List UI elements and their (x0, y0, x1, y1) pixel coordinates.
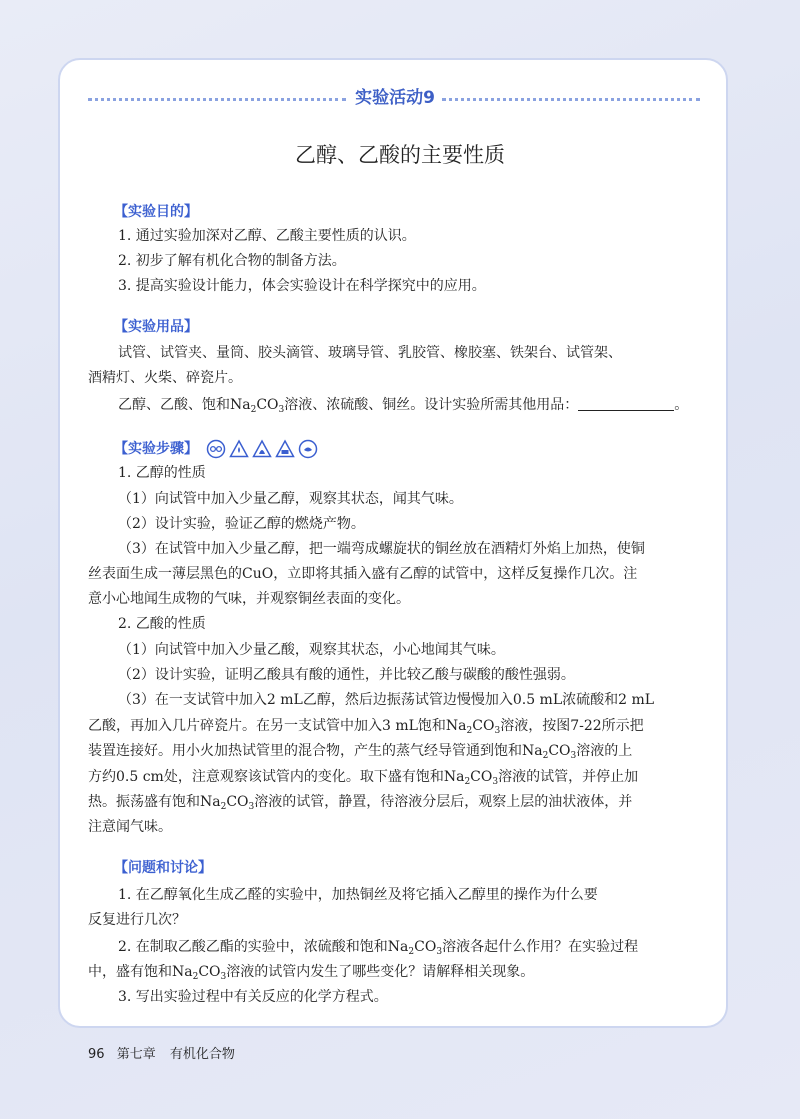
step-item-cont: 热。振荡盛有饱和$Na_2CO_3$溶液的试管，静置，待溶液分层后，观察上层的油状液体，并 (88, 794, 633, 812)
step-item-cont: 丝表面生成一薄层黑色的CuO，立即将其插入盛有乙醇的试管中，这样反复操作几次。注 (88, 566, 638, 582)
step-heading: 1. 乙醇的性质 (118, 465, 206, 481)
section-materials: 【实验用品】 (114, 319, 198, 335)
step-item-cont: 意小心地闻生成物的气味，并观察铜丝表面的变化。 (88, 591, 410, 607)
step-item-cont: 注意闻气味。 (88, 819, 172, 835)
reagents-line: 乙醇、乙酸、饱和$Na_2CO_3$溶液、浓硫酸、铜丝。设计实验所需其他用品： 。 (118, 397, 689, 415)
step-item: （3）在一支试管中加入2 mL乙醇，然后边振荡试管边慢慢加入0.5 mL浓硫酸和2 mL (118, 692, 655, 708)
step-item: （1）向试管中加入少量乙醇，观察其状态，闻其气味。 (118, 491, 463, 507)
materials-line: 酒精灯、火柴、碎瓷片。 (88, 370, 242, 386)
dotted-rule-left (88, 98, 346, 101)
question-item-cont: 中，盛有饱和$Na_2CO_3$溶液的试管内发生了哪些变化？请解释相关现象。 (88, 964, 535, 982)
chapter-title: 有机化合物 (169, 1047, 235, 1062)
purpose-item: 1. 通过实验加深对乙醇、乙酸主要性质的认识。 (118, 228, 416, 244)
question-item-cont: 反复进行几次？ (88, 912, 186, 928)
purpose-item: 2. 初步了解有机化合物的制备方法。 (118, 253, 346, 269)
materials-line: 试管、试管夹、量筒、胶头滴管、玻璃导管、乳胶管、橡胶塞、铁架台、试管架、 (118, 345, 622, 361)
section-steps: 【实验步骤】 (114, 438, 318, 460)
step-item: （2）设计实验，证明乙酸具有酸的通性，并比较乙酸与碳酸的酸性强弱。 (118, 667, 575, 683)
heat-warning-icon (229, 439, 249, 459)
step-item-cont: 乙酸，再加入几片碎瓷片。在另一支试管中加入3 mL饱和$Na_2CO_3$溶液，按图7-22所示把 (88, 718, 644, 736)
step-item-cont: 方约0.5 cm处，注意观察该试管内的变化。取下盛有饱和$Na_2CO_3$溶液的试管，并停止加 (88, 769, 639, 787)
step-item: （3）在试管中加入少量乙醇，把一端弯成螺旋状的铜丝放在酒精灯外焰上加热，使铜 (118, 541, 645, 557)
flame-warning-icon (252, 439, 272, 459)
activity-header (88, 88, 700, 108)
step-heading: 2. 乙酸的性质 (118, 616, 206, 632)
page-footer (88, 1046, 235, 1064)
purpose-item: 3. 提高实验设计能力，体会实验设计在科学探究中的应用。 (118, 278, 486, 294)
wash-hands-icon (298, 439, 318, 459)
activity-label: 实验活动9 (355, 88, 435, 108)
section-purpose: 【实验目的】 (114, 204, 198, 220)
goggles-icon (206, 439, 226, 459)
question-item: 3. 写出实验过程中有关反应的化学方程式。 (118, 989, 388, 1005)
page-title: 乙醇、乙酸的主要性质 (295, 143, 505, 167)
corrosive-warning-icon (275, 439, 295, 459)
step-item: （1）向试管中加入少量乙酸，观察其状态，小心地闻其气味。 (118, 642, 505, 658)
step-item: （2）设计实验，验证乙醇的燃烧产物。 (118, 516, 365, 532)
fill-in-blank (578, 396, 674, 411)
dotted-rule-right (442, 98, 700, 101)
section-discussion: 【问题和讨论】 (114, 860, 212, 876)
question-item: 1. 在乙醇氧化生成乙醛的实验中，加热铜丝及将它插入乙醇里的操作为什么要 (118, 887, 598, 903)
chapter-label: 第七章 (116, 1047, 156, 1062)
safety-icons (206, 439, 318, 459)
question-item: 2. 在制取乙酸乙酯的实验中，浓硫酸和饱和$Na_2CO_3$溶液各起什么作用？在实验过程 (118, 939, 639, 957)
page-number: 96 (88, 1047, 105, 1062)
step-item-cont: 装置连接好。用小火加热试管里的混合物，产生的蒸气经导管通到饱和$Na_2CO_3$溶液的上 (88, 743, 633, 761)
